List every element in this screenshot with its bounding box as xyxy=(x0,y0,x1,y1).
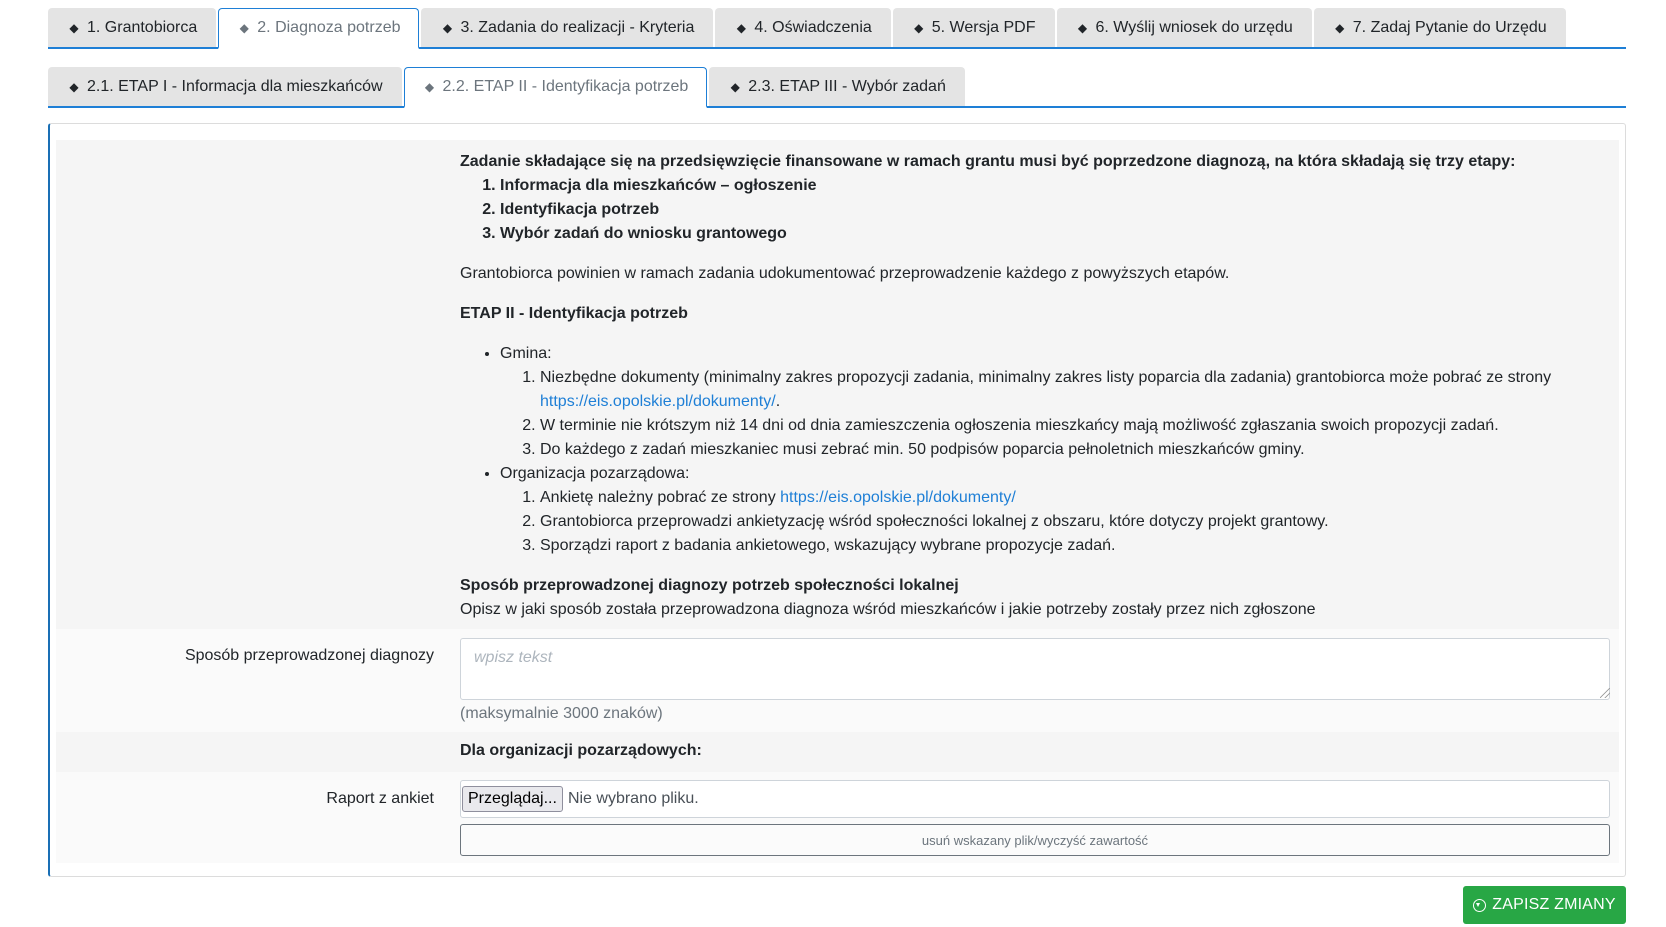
layers-icon: ◆ xyxy=(239,21,249,35)
survey-link[interactable]: https://eis.opolskie.pl/dokumenty/ xyxy=(780,489,1016,506)
resize-handle-icon[interactable] xyxy=(1600,688,1610,698)
step-text: Ankietę należny pobrać ze strony xyxy=(540,489,781,506)
ngo-item xyxy=(500,462,1609,558)
stage-title: ETAP II - Identyfikacja potrzeb xyxy=(460,305,688,322)
intro-text: Zadanie składające się na przedsięwzięcie finansowane w ramach grantu musi być poprzedzone diagnozą, na która składają się trzy etapy: xyxy=(460,153,1516,170)
file-field-row xyxy=(56,772,1619,863)
tab-zadaj-pytanie[interactable] xyxy=(1314,8,1566,47)
stage-item: 2. Identyfikacja potrzeb xyxy=(500,198,1609,222)
ngo-section-row xyxy=(56,732,1619,772)
layers-icon: ◆ xyxy=(1077,21,1088,35)
tab-label: 6. Wyślij wniosek do urzędu xyxy=(1095,19,1293,36)
tab-oswiadczenia[interactable] xyxy=(715,8,890,47)
step-text: Niezbędne dokumenty (minimalny zakres propozycji zadania, minimalny zakres listy poparcia dla zadania) grantobiorca może pobrać ze strony xyxy=(540,369,1552,386)
tab-label: 2.3. ETAP III - Wybór zadań xyxy=(748,78,946,95)
circle-arrow-down-icon xyxy=(1473,899,1486,912)
tab-grantobiorca[interactable] xyxy=(48,8,216,47)
ngo-step: 3. Sporządzi raport z badania ankietowego, wskazujący wybrane propozycje zadań. xyxy=(540,534,1609,558)
tab-label: 2.1. ETAP I - Informacja dla mieszkańców xyxy=(87,78,383,95)
ngo-steps xyxy=(500,486,1609,558)
info-content xyxy=(460,150,1609,622)
main-tabs xyxy=(48,6,1626,49)
diagnosis-textarea[interactable]: wpisz tekst xyxy=(460,638,1610,700)
layers-icon: ◆ xyxy=(736,21,746,35)
tab-zadania-do-realizacji[interactable] xyxy=(421,8,713,47)
diagnosis-label: Sposób przeprowadzonej diagnozy xyxy=(184,647,434,664)
stage-item: 3. Wybór zadań do wniosku grantowego xyxy=(500,222,1609,246)
file-status: Nie wybrano pliku. xyxy=(567,790,699,807)
tab-diagnoza-potrzeb[interactable] xyxy=(218,8,419,49)
sub-tabs xyxy=(48,65,1626,108)
tab-label: 4. Oświadczenia xyxy=(754,19,872,36)
file-input[interactable] xyxy=(460,780,1610,818)
layers-icon: ◆ xyxy=(69,21,79,35)
ngo-label: Organizacja pozarządowa: xyxy=(500,465,690,482)
save-label: ZAPISZ ZMIANY xyxy=(1492,896,1616,913)
step-suffix: . xyxy=(775,393,781,410)
documents-link[interactable]: https://eis.opolskie.pl/dokumenty/ xyxy=(540,393,776,410)
layers-icon: ◆ xyxy=(730,80,740,94)
info-section xyxy=(56,140,1619,629)
gmina-step xyxy=(540,366,1609,414)
tab-label: 2.2. ETAP II - Identyfikacja potrzeb xyxy=(442,78,689,95)
gmina-label: Gmina: xyxy=(500,345,552,362)
layers-icon: ◆ xyxy=(442,21,453,35)
layers-icon: ◆ xyxy=(914,21,924,35)
tab-label: 3. Zadania do realizacji - Kryteria xyxy=(460,19,695,36)
gmina-steps xyxy=(500,366,1609,462)
gmina-item xyxy=(500,342,1609,462)
stage-item: 1. Informacja dla mieszkańców – ogłoszenie xyxy=(500,174,1609,198)
browse-button[interactable]: Przeglądaj... xyxy=(462,786,563,812)
subtab-etap-3[interactable] xyxy=(709,67,965,106)
layers-icon: ◆ xyxy=(1335,21,1345,35)
section-title: Sposób przeprowadzonej diagnozy potrzeb społeczności lokalnej xyxy=(460,577,959,594)
layers-icon: ◆ xyxy=(424,80,435,94)
tab-label: 5. Wersja PDF xyxy=(931,19,1036,36)
tab-wersja-pdf[interactable] xyxy=(893,8,1055,47)
char-limit-hint: (maksymalnie 3000 znaków) xyxy=(460,705,663,722)
save-button[interactable] xyxy=(1463,886,1626,924)
note-text: Grantobiorca powinien w ramach zadania udokumentować przeprowadzenie każdego z powyższych etapów. xyxy=(460,265,1230,282)
gmina-step: 3. Do każdego z zadań mieszkaniec musi zebrać min. 50 podpisów poparcia pełnoletnich mieszkańców gminy. xyxy=(540,438,1609,462)
tab-wyslij-wniosek[interactable] xyxy=(1057,8,1312,47)
ngo-step: 2. Grantobiorca przeprowadzi ankietyzację wśród społeczności lokalnej z obszaru, które dotyczy projekt grantowy. xyxy=(540,510,1609,534)
tab-label: 1. Grantobiorca xyxy=(87,19,198,36)
ngo-step xyxy=(540,486,1609,510)
diagnosis-field-row xyxy=(56,629,1619,732)
clear-file-button[interactable]: usuń wskazany plik/wyczyść zawartość xyxy=(460,824,1610,856)
subtab-etap-2[interactable] xyxy=(404,67,708,108)
file-label: Raport z ankiet xyxy=(326,790,434,807)
stages-list xyxy=(460,174,1609,246)
layers-icon: ◆ xyxy=(69,80,79,94)
ngo-section-title: Dla organizacji pozarządowych: xyxy=(460,742,702,759)
requirements-list xyxy=(460,342,1609,558)
gmina-step: 2. W terminie nie krótszym niż 14 dni od dnia zamieszczenia ogłoszenia mieszkańcy mają możliwość zgłaszania swoich propozycji zadań. xyxy=(540,414,1609,438)
tab-label: 7. Zadaj Pytanie do Urzędu xyxy=(1352,19,1547,36)
tab-label: 2. Diagnoza potrzeb xyxy=(257,19,401,36)
subtab-etap-1[interactable] xyxy=(48,67,402,106)
form-panel xyxy=(48,123,1626,877)
section-description: Opisz w jaki sposób została przeprowadzona diagnoza wśród mieszkańców i jakie potrzeby zostały przez nich zgłoszone xyxy=(460,601,1316,618)
